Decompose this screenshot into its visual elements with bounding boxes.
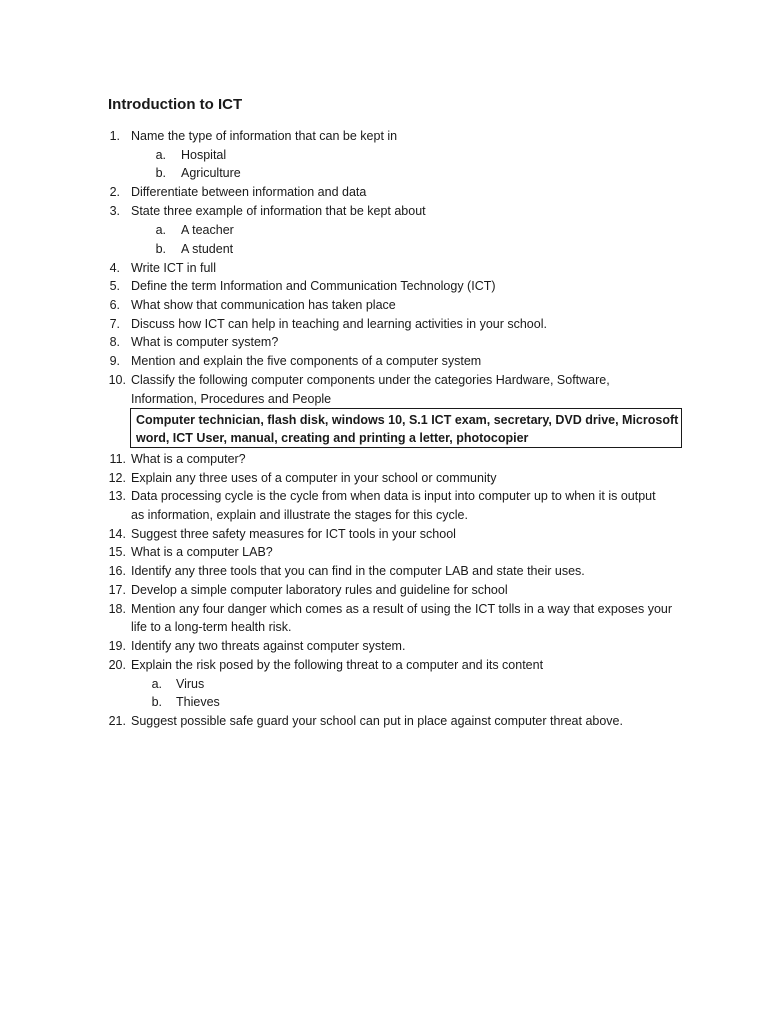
item-number: a.	[155, 223, 166, 237]
item-number: b.	[151, 695, 162, 709]
item-text: life to a long-term health risk.	[131, 620, 292, 634]
item-number: 6.	[109, 298, 120, 312]
item-text: Define the term Information and Communication Technology (ICT)	[131, 279, 496, 293]
item-text: Name the type of information that can be kept in	[131, 129, 398, 143]
item-text: Suggest possible safe guard your school can put in place against computer threat above.	[131, 714, 623, 728]
item-number: 1.	[109, 129, 120, 143]
item-text: Identify any two threats against computer system.	[131, 639, 406, 653]
item-number: 5.	[109, 279, 120, 293]
item-number: b.	[155, 242, 166, 256]
item-number: 13.	[108, 489, 126, 503]
item-text: Explain any three uses of a computer in your school or community	[131, 471, 497, 485]
page-title: Introduction to ICT	[108, 96, 243, 113]
item-text: Identify any three tools that you can find in the computer LAB and state their uses.	[131, 564, 585, 578]
item-number: 10.	[108, 373, 126, 387]
item-text: Discuss how ICT can help in teaching and learning activities in your school.	[131, 317, 547, 331]
item-text: Differentiate between information and data	[131, 185, 367, 199]
components-box	[130, 408, 682, 448]
item-text: What show that communication has taken place	[131, 298, 396, 312]
item-number: 19.	[108, 639, 126, 653]
item-text: Data processing cycle is the cycle from when data is input into computer up to when it is output	[131, 489, 656, 503]
box-text-line: Computer technician, flash disk, windows 10, S.1 ICT exam, secretary, DVD drive, Microsoft	[136, 413, 679, 427]
item-number: 14.	[108, 527, 126, 541]
item-text: What is a computer?	[131, 452, 246, 466]
item-number: 11.	[109, 452, 126, 466]
item-number: 17.	[108, 583, 126, 597]
item-number: 15.	[108, 545, 126, 559]
item-number: 8.	[109, 335, 120, 349]
item-text: Virus	[176, 677, 205, 691]
item-number: 9.	[109, 354, 120, 368]
item-number: 12.	[108, 471, 126, 485]
item-number: 4.	[109, 261, 120, 275]
item-text: Thieves	[176, 695, 220, 709]
item-text: What is a computer LAB?	[131, 545, 273, 559]
item-text: A teacher	[181, 223, 234, 237]
item-number: 18.	[108, 602, 126, 616]
item-text: A student	[181, 242, 234, 256]
item-number: a.	[155, 148, 166, 162]
item-number: b.	[155, 166, 166, 180]
item-text: State three example of information that be kept about	[131, 204, 426, 218]
item-text: Write ICT in full	[131, 261, 216, 275]
item-text: Suggest three safety measures for ICT tools in your school	[131, 527, 456, 541]
item-number: 21.	[108, 714, 126, 728]
item-text: Hospital	[181, 148, 227, 162]
item-number: 3.	[109, 204, 120, 218]
item-text: Information, Procedures and People	[131, 392, 332, 406]
item-number: 2.	[109, 185, 120, 199]
item-text: Develop a simple computer laboratory rules and guideline for school	[131, 583, 508, 597]
item-number: a.	[151, 677, 162, 691]
item-text: Mention and explain the five components of a computer system	[131, 354, 482, 368]
item-number: 20.	[108, 658, 126, 672]
item-text: Mention any four danger which comes as a result of using the ICT tolls in a way that exposes your	[131, 602, 673, 616]
item-text: as information, explain and illustrate the stages for this cycle.	[131, 508, 468, 522]
item-text: Explain the risk posed by the following threat to a computer and its content	[131, 658, 544, 672]
item-text: Classify the following computer components under the categories Hardware, Software,	[131, 373, 610, 387]
item-number: 7.	[109, 317, 120, 331]
box-text-line: word, ICT User, manual, creating and printing a letter, photocopier	[136, 431, 529, 445]
item-text: What is computer system?	[131, 335, 279, 349]
item-text: Agriculture	[181, 166, 241, 180]
item-number: 16.	[108, 564, 126, 578]
